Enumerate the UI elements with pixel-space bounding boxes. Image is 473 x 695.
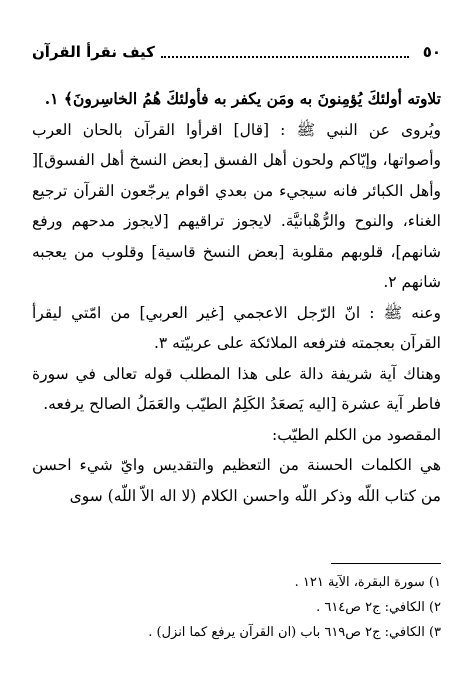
footnote-3: ٣) الكافي: ج٢ ص٦١٩ باب (ان القرآن يرفع كما انزل) .	[148, 625, 441, 640]
main-text	[32, 84, 441, 511]
paragraph-verse-fatir: وهناك آية شريفة دالة على هذا المطلب قوله تعالى في سورة فاطر آية عشرة [اليه يَصعَدُ الكَلِمُ الطيّب والعَمَلُ الصالح يرفعه.	[32, 364, 441, 413]
header-dotted-leader	[161, 46, 409, 58]
paragraph-hadith-1: ويُروى عن النبي ﷺ : [قال] اقرأوا القرآن بالحان العرب وأصواتها، وإيّاكم ولحون أهل الفسق [بعض النسخ أهل الفسوق][ وأهل الكبائر فانه سيجيء من بعدي اقوام يرجّعون القرآن ترجيع الغناء، والنوح والرُّهْبانيَّة. لايجوز تراقيهم [لايجوز مدحهم ورفع شانهم]، قلوبهم مقلوبة [بعض النسخ قاسية] وقلوب من يعجبه شانهم ٢.	[32, 120, 441, 291]
footnotes	[32, 570, 441, 645]
page-header	[32, 40, 441, 64]
footnote-1: ١) سورة البقرة، الآية ١٢١ .	[294, 575, 441, 590]
paragraph-hadith-2: وعنه ﷺ : انّ الرّجل الاعجمي [غير العربي] من امّتي ليقرأ القرآن بعجمته فترفعه الملائكة على عربيّته ٣.	[32, 303, 441, 352]
footnote-separator	[331, 563, 441, 564]
paragraph-verse-end: تلاوته أولئكَ يُؤمِنونَ به ومَن يكفر به فأولئكَ هُمُ الخاسِرونَ﴾ ١.	[44, 89, 441, 108]
book-title: كيف نقرأ القرآن	[32, 43, 155, 61]
page-number: ٥٠	[422, 43, 441, 61]
footnote-2: ٢) الكافي: ج٢ ص٦١٤ .	[316, 600, 441, 615]
paragraph-heading: المقصود من الكلم الطيّب:	[272, 425, 441, 444]
paragraph-explanation: هي الكلمات الحسنة من التعظيم والتقديس وايّ شيء احسن من كتاب اللّه وذكر اللّه واحسن الكلام (لا اله الاّ اللّه) سوى	[32, 456, 441, 505]
